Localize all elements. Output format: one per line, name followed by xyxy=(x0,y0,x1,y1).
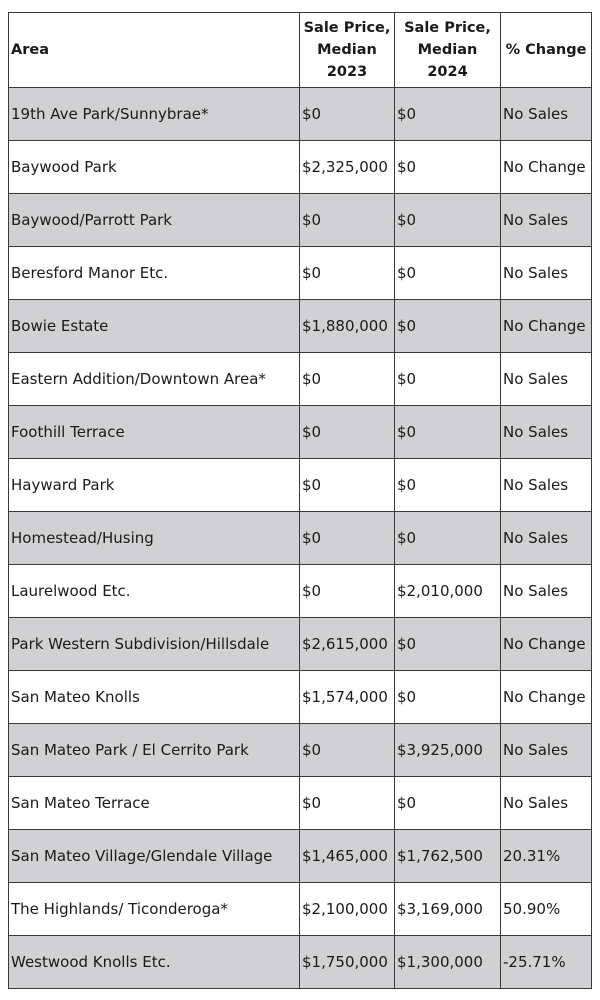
cell-price-2024: $0 xyxy=(395,141,501,194)
cell-area: The Highlands/ Ticonderoga* xyxy=(9,883,300,936)
cell-area: San Mateo Park / El Cerrito Park xyxy=(9,724,300,777)
cell-area: Beresford Manor Etc. xyxy=(9,247,300,300)
cell-percent-change: No Change xyxy=(501,618,592,671)
cell-area: San Mateo Terrace xyxy=(9,777,300,830)
cell-area: Foothill Terrace xyxy=(9,406,300,459)
table-body xyxy=(9,88,592,989)
cell-price-2024: $0 xyxy=(395,406,501,459)
cell-area: Baywood/Parrott Park xyxy=(9,194,300,247)
cell-percent-change: 50.90% xyxy=(501,883,592,936)
cell-percent-change: No Sales xyxy=(501,724,592,777)
cell-area: Park Western Subdivision/Hillsdale xyxy=(9,618,300,671)
cell-price-2023: $2,100,000 xyxy=(300,883,395,936)
cell-price-2024: $0 xyxy=(395,194,501,247)
header-area: Area xyxy=(9,13,300,88)
header-percent-change: % Change xyxy=(501,13,592,88)
cell-area: 19th Ave Park/Sunnybrae* xyxy=(9,88,300,141)
cell-percent-change: No Change xyxy=(501,141,592,194)
table-row xyxy=(9,300,592,353)
cell-percent-change: No Sales xyxy=(501,194,592,247)
table-row xyxy=(9,830,592,883)
cell-area: Bowie Estate xyxy=(9,300,300,353)
cell-area: Hayward Park xyxy=(9,459,300,512)
table-row xyxy=(9,247,592,300)
table-row xyxy=(9,883,592,936)
cell-price-2023: $0 xyxy=(300,777,395,830)
cell-area: Eastern Addition/Downtown Area* xyxy=(9,353,300,406)
table-row xyxy=(9,459,592,512)
cell-price-2024: $3,925,000 xyxy=(395,724,501,777)
table-row xyxy=(9,353,592,406)
table-row xyxy=(9,936,592,989)
cell-percent-change: No Sales xyxy=(501,565,592,618)
table-row xyxy=(9,512,592,565)
cell-percent-change: No Sales xyxy=(501,459,592,512)
table-header-row xyxy=(9,13,592,88)
header-price-2023: Sale Price, Median 2023 xyxy=(300,13,395,88)
sales-table-container xyxy=(8,12,592,989)
cell-price-2023: $0 xyxy=(300,406,395,459)
cell-price-2023: $0 xyxy=(300,353,395,406)
table-row xyxy=(9,618,592,671)
cell-area: Baywood Park xyxy=(9,141,300,194)
cell-percent-change: No Sales xyxy=(501,247,592,300)
cell-price-2024: $2,010,000 xyxy=(395,565,501,618)
table-row xyxy=(9,671,592,724)
cell-price-2023: $0 xyxy=(300,88,395,141)
table-row xyxy=(9,777,592,830)
cell-price-2023: $0 xyxy=(300,194,395,247)
cell-price-2023: $1,574,000 xyxy=(300,671,395,724)
cell-price-2024: $0 xyxy=(395,353,501,406)
cell-price-2023: $1,465,000 xyxy=(300,830,395,883)
table-row xyxy=(9,141,592,194)
cell-percent-change: No Sales xyxy=(501,88,592,141)
cell-price-2023: $0 xyxy=(300,459,395,512)
table-row xyxy=(9,88,592,141)
cell-price-2024: $0 xyxy=(395,618,501,671)
cell-price-2023: $1,880,000 xyxy=(300,300,395,353)
cell-percent-change: No Change xyxy=(501,300,592,353)
cell-percent-change: No Change xyxy=(501,671,592,724)
cell-price-2024: $0 xyxy=(395,459,501,512)
cell-price-2023: $2,615,000 xyxy=(300,618,395,671)
cell-price-2023: $0 xyxy=(300,512,395,565)
table-row xyxy=(9,194,592,247)
cell-percent-change: 20.31% xyxy=(501,830,592,883)
cell-price-2024: $0 xyxy=(395,247,501,300)
table-row xyxy=(9,406,592,459)
cell-percent-change: -25.71% xyxy=(501,936,592,989)
cell-area: Laurelwood Etc. xyxy=(9,565,300,618)
cell-price-2023: $0 xyxy=(300,565,395,618)
cell-price-2023: $0 xyxy=(300,724,395,777)
cell-price-2023: $0 xyxy=(300,247,395,300)
cell-price-2023: $2,325,000 xyxy=(300,141,395,194)
cell-price-2023: $1,750,000 xyxy=(300,936,395,989)
cell-price-2024: $0 xyxy=(395,671,501,724)
cell-area: San Mateo Village/Glendale Village xyxy=(9,830,300,883)
table-row xyxy=(9,565,592,618)
cell-percent-change: No Sales xyxy=(501,777,592,830)
cell-area: Homestead/Husing xyxy=(9,512,300,565)
cell-percent-change: No Sales xyxy=(501,512,592,565)
median-sale-price-table xyxy=(8,12,592,989)
cell-area: Westwood Knolls Etc. xyxy=(9,936,300,989)
cell-percent-change: No Sales xyxy=(501,353,592,406)
cell-price-2024: $0 xyxy=(395,512,501,565)
cell-percent-change: No Sales xyxy=(501,406,592,459)
header-price-2024: Sale Price, Median 2024 xyxy=(395,13,501,88)
cell-price-2024: $1,300,000 xyxy=(395,936,501,989)
table-row xyxy=(9,724,592,777)
cell-price-2024: $1,762,500 xyxy=(395,830,501,883)
cell-price-2024: $0 xyxy=(395,88,501,141)
cell-area: San Mateo Knolls xyxy=(9,671,300,724)
cell-price-2024: $0 xyxy=(395,300,501,353)
cell-price-2024: $0 xyxy=(395,777,501,830)
cell-price-2024: $3,169,000 xyxy=(395,883,501,936)
